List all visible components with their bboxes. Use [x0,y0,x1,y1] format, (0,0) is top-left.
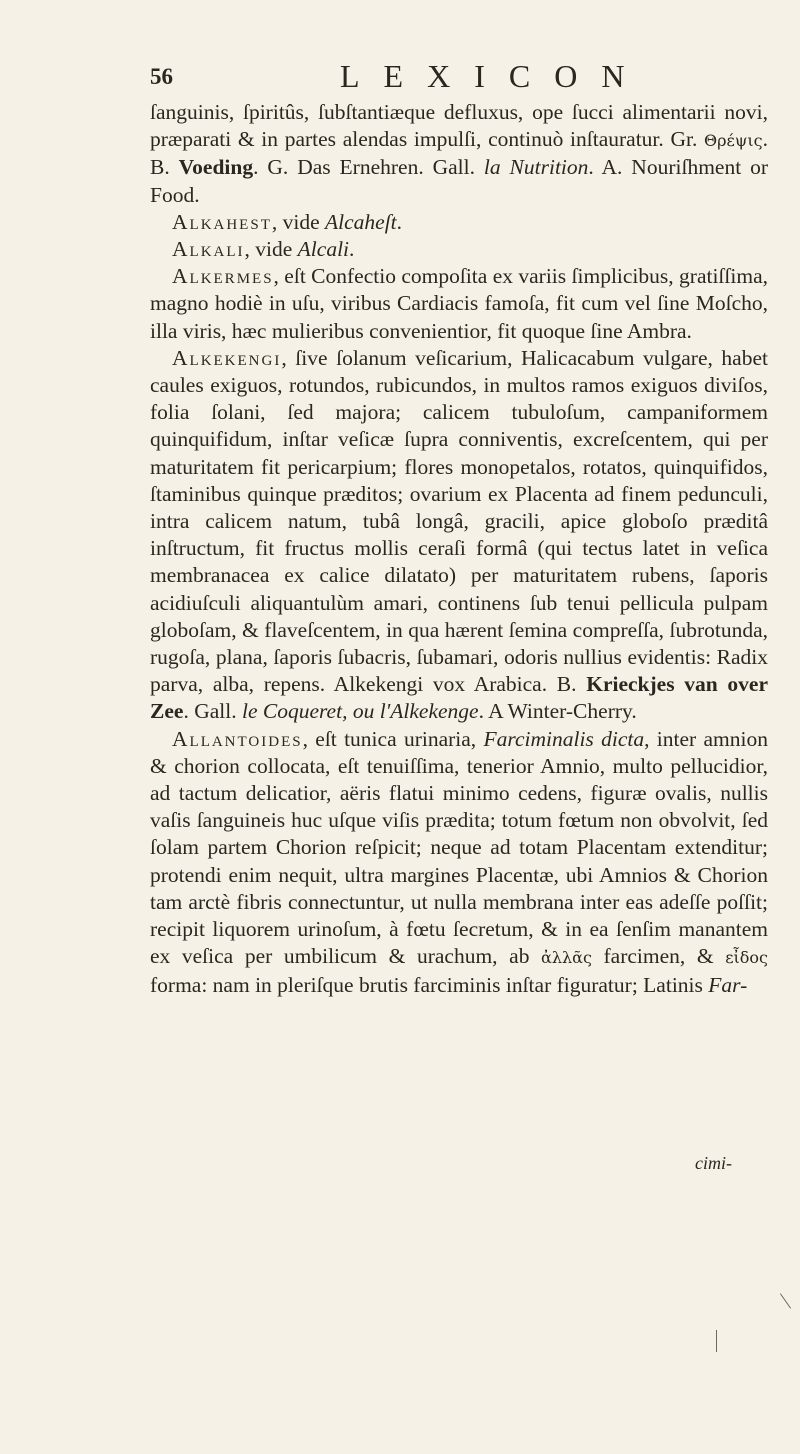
headword: Alkekengi [172,345,282,370]
headword: Alkali [172,237,245,262]
entry-allantoides: Allantoides, eſt tunica urinaria, Farciminalis dicta, inter amnion & chorion collocata, eſt tenuiſſima, tenerior Amnio, multo pellucidior, ad tactum delicatior, aëris flatui minimo cedens, figuræ ovalis, nullis vaſis ſanguineis huc uſque viſis prædita; totum fœtum non obvolvit, ſed ſolam partem Chorion reſpicit; neque ad totam Placentam extenditur; protendi enim nequit, ultra margines Placentæ, ubi Amnios & Chorion tam arctè fibris connectuntur, ut nulla membrana inter eas adeſſe poſſit; recipit liquorem urinoſum, à fœtu ſecretum, & in ea ſenſim manantem ex veſica per umbilicum & urachum, ab ἀλλᾶς farcimen, & εἶδος forma: nam in pleriſque brutis farciminis inſtar figuratur; Latinis Far- [150,726,769,997]
headword: Allantoides [172,726,303,751]
margin-stroke [780,1293,791,1308]
dutch-term: Krieckjes van over Zee [150,672,768,724]
headword: Alkahest [172,209,272,234]
catchword: cimi- [695,1153,732,1173]
running-head [150,58,750,98]
body-text [150,99,768,999]
entry-alkali: Alkali, vide Alcali. [172,237,355,262]
running-head-title: LEXICON [340,58,649,94]
greek-term: εἶδος [725,948,768,968]
cross-reference: Alcaheſt [325,209,397,234]
french-term: la Nutrition [483,155,589,180]
latin-term: Farciminalis dicta [483,726,645,751]
entry-alkermes: Alkermes, eſt Confectio compoſita ex variis ſimplicibus, gratiſſima, magno hodiè in uſu, viribus Cardiacis famoſa, fit cum vel ſine Moſcho, illa viris, hæc mulieribus convenientior, fit quoque ſine Ambra. [150,264,768,343]
margin-stroke [716,1330,717,1352]
entry-alkahest: Alkahest, vide Alcaheſt. [172,209,403,234]
entry-alkekengi: Alkekengi, ſive ſolanum veſicarium, Halicacabum vulgare, habet caules exiguos, rotundos, rubicundos, in multos ramos exiguos diviſos, folia ſolani, ſed majora; calicem tubuloſum, campaniformem quinquifidum, inſtar veſicæ ſupra conniventis, excreſcentem, qui per maturitatem fit pericarpium; flores monopetalos, rotatos, quinquifidos, ſtaminibus quinque præditos; ovarium ex Placenta ad finem pedunculi, intra calicem natum, tubâ longâ, gracili, apice globoſo præditâ inſtructum, fit fructus mollis ceraſi formâ (qui tectus latet in veſica membranacea ex calice dilatato) per maturitatem rubens, ſaporis acidiuſculi aliquantulùm amari, continens ſub tenui pellicula pulpam globoſam, & flaveſcentem, in qua hærent ſemina compreſſa, ſubrotunda, rugoſa, plana, ſaporis ſubacris, ſubamari, odoris nullius evidentis: Radix parva, alba, repens. Alkekengi vox Arabica. B. Krieckjes van over Zee. Gall. le Coqueret, ou l'Alkekenge. A Winter-Cherry. [150,345,768,724]
latin-term: Far- [708,972,748,997]
page-number: 56 [150,64,173,89]
french-term: le Coqueret, ou l'Alkekenge [241,699,479,724]
dutch-term: Voeding [178,155,254,180]
headword: Alkermes [172,264,274,289]
entry-continuation: ſanguinis, ſpiritûs, ſubſtantiæque defluxus, ope ſucci alimentarii novi, præparati & in partes alendas impulſi, continuò inſtauratur. Gr. Θρέψις. B. Voeding. G. Das Ernehren. Gall. la Nutrition. A. Nouriſhment or Food. [150,100,768,207]
greek-term: Θρέψις [704,131,763,151]
greek-term: ἀλλᾶς [541,948,592,968]
cross-reference: Alcali [297,237,350,262]
